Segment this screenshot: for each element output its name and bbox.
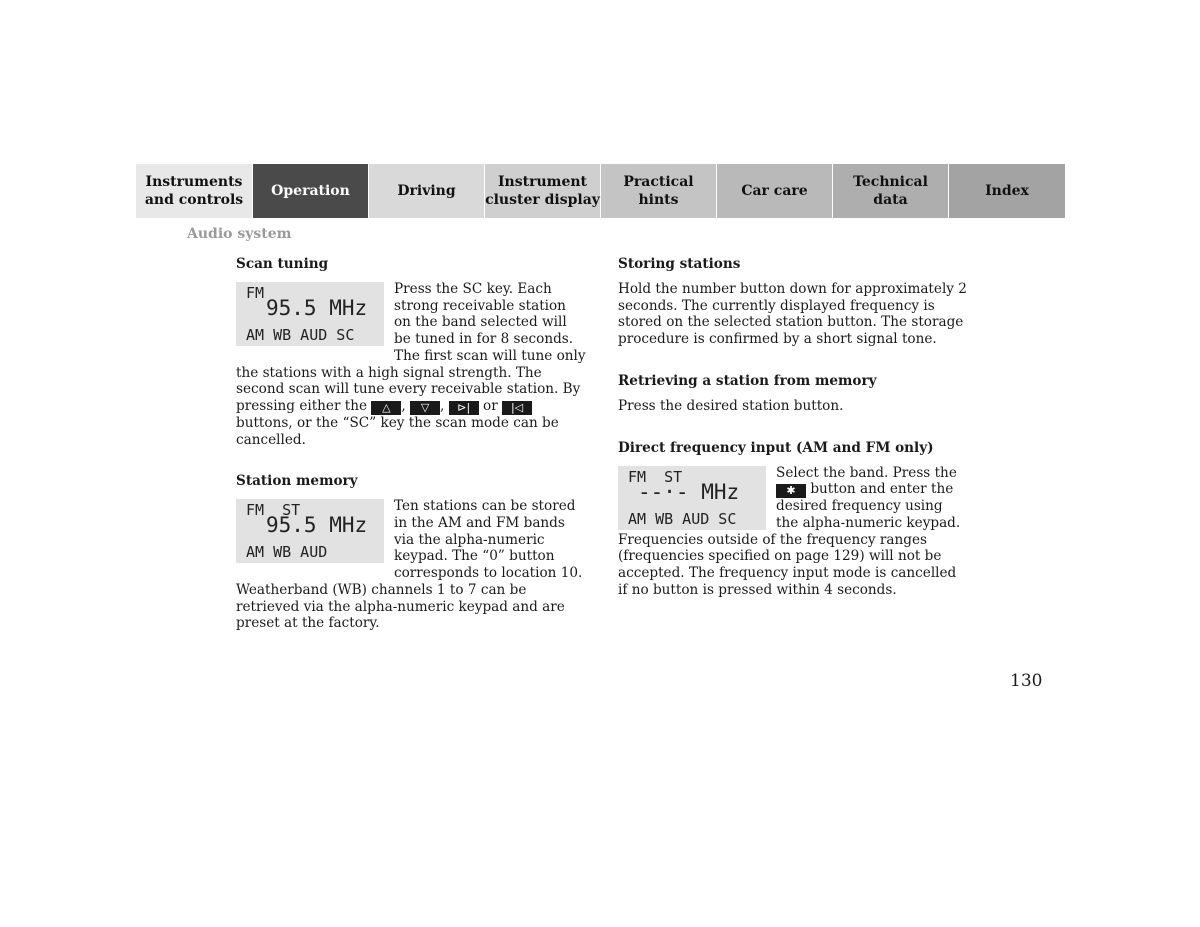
section-title: Audio system bbox=[187, 226, 292, 242]
display-line-3: AM WB AUD bbox=[246, 543, 328, 562]
scan-tuning-heading: Scan tuning bbox=[236, 256, 329, 272]
retrieving-heading: Retrieving a station from memory bbox=[618, 372, 877, 389]
tab-label: Operation bbox=[271, 183, 350, 199]
body-text: buttons, or the “SC” key the scan mode can be cancelled. bbox=[236, 414, 559, 448]
tab-label: Driving bbox=[397, 183, 456, 199]
left-column bbox=[236, 256, 586, 657]
display-line-3: AM WB AUD SC bbox=[246, 326, 355, 344]
scan-tuning-section bbox=[236, 256, 586, 448]
direct-input-heading: Direct frequency input (AM and FM only) bbox=[618, 439, 934, 456]
body-text: Select the band. Press the bbox=[776, 464, 957, 481]
tab-practical-hints[interactable] bbox=[601, 164, 717, 218]
tab-index[interactable] bbox=[949, 164, 1065, 218]
storing-stations-heading: Storing stations bbox=[618, 256, 741, 272]
display-frequency: --·- MHz bbox=[638, 479, 740, 504]
page-number: 130 bbox=[1010, 671, 1043, 691]
tab-label: Practical hints bbox=[623, 174, 694, 208]
separator: , bbox=[401, 397, 406, 414]
separator: , bbox=[440, 397, 445, 414]
station-memory-section bbox=[236, 473, 586, 632]
tab-label: Index bbox=[985, 183, 1029, 199]
tab-label: Instruments and controls bbox=[144, 174, 244, 208]
station-memory-heading: Station memory bbox=[236, 473, 358, 490]
display-line-1: FM bbox=[246, 284, 265, 302]
display-frequency: 95.5 MHz bbox=[266, 513, 368, 538]
display-line-1: FM ST bbox=[246, 501, 301, 520]
storing-stations-text: Hold the number button down for approximately 2 seconds. The currently displayed frequency is stored on the selected station button. The storage procedure is confirmed by a short signal tone. bbox=[618, 281, 967, 348]
up-arrow-key-icon: △ bbox=[371, 401, 401, 415]
display-line-3: AM WB AUD SC bbox=[628, 509, 737, 528]
tab-operation[interactable] bbox=[253, 164, 369, 218]
tab-label: Instrument cluster display bbox=[485, 174, 600, 208]
chapter-tab-bar bbox=[136, 164, 1065, 218]
station-memory-text: Ten stations can be stored in the AM and FM bands via the alpha-numeric keypad. The “0” button corresponds to location 10. Weatherband (WB) channels 1 to 7 can be retrieved via the alpha-numeric keypad and are preset at the factory. bbox=[236, 498, 583, 632]
tab-technical-data[interactable] bbox=[833, 164, 949, 218]
next-track-key-icon: ⊳| bbox=[449, 401, 479, 415]
body-text: or bbox=[483, 397, 498, 414]
tab-label: Car care bbox=[741, 183, 808, 199]
previous-track-key-icon: |◁ bbox=[502, 401, 532, 415]
right-column bbox=[618, 256, 968, 623]
tab-instruments-and-controls[interactable] bbox=[136, 164, 253, 218]
body-text: button and enter the desired frequency using the alpha-numeric keypad. Frequencies outside of the frequency ranges (frequencies specified on page 129) will not be accepted. The frequency input mode is cancelled if no button is pressed within 4 seconds. bbox=[618, 481, 961, 598]
tab-label: Technical data bbox=[853, 174, 928, 208]
retrieving-section bbox=[618, 373, 968, 415]
down-arrow-key-icon: ▽ bbox=[410, 401, 440, 415]
radio-display bbox=[236, 282, 384, 346]
direct-input-section bbox=[618, 440, 968, 599]
retrieving-text: Press the desired station button. bbox=[618, 397, 844, 414]
tab-driving[interactable] bbox=[369, 164, 485, 218]
display-frequency: 95.5 MHz bbox=[266, 296, 368, 320]
body-text: Press the SC key. Each strong receivable station on the band selected will be tuned in for 8 seconds. The first scan will tune only the stations with a high signal strength. The second scan will tune every receivable station. By pressing either the bbox=[236, 281, 586, 414]
tab-instrument-cluster-display[interactable] bbox=[485, 164, 601, 218]
tab-car-care[interactable] bbox=[717, 164, 833, 218]
display-line-1: FM ST bbox=[628, 467, 683, 486]
radio-display bbox=[618, 466, 766, 530]
radio-display bbox=[236, 499, 384, 563]
storing-stations-section bbox=[618, 256, 968, 348]
star-key-icon: ✱ bbox=[776, 484, 806, 498]
